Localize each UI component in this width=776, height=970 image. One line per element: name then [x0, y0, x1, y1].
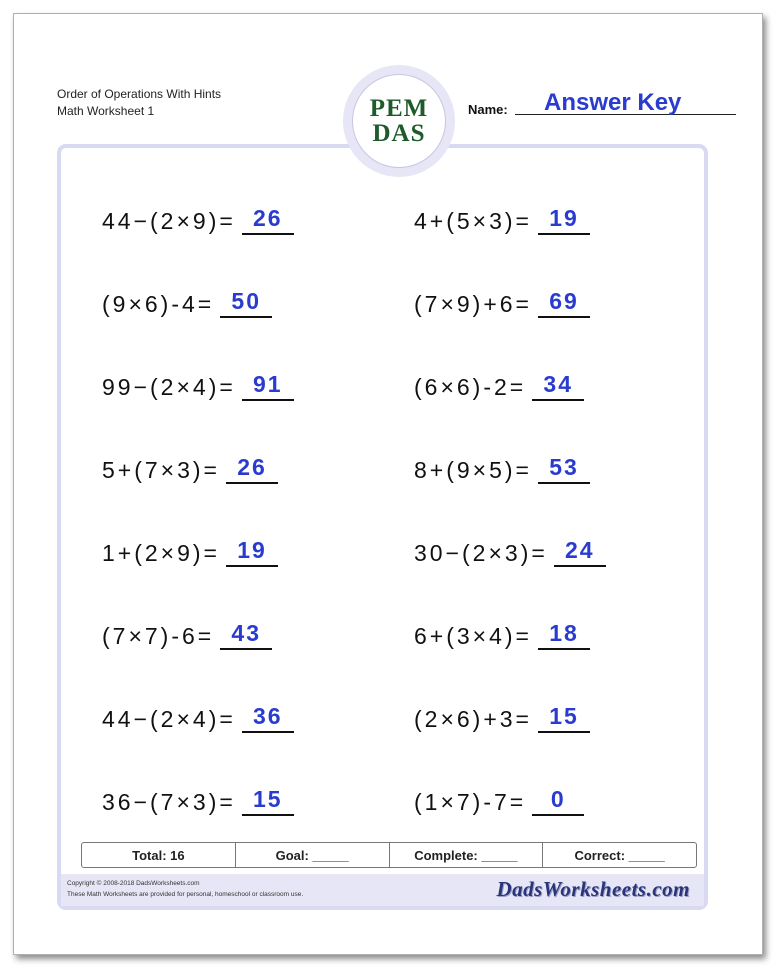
pemdas-badge: [343, 65, 455, 177]
problem-answer: 19: [226, 537, 278, 567]
problem-answer: 69: [538, 288, 590, 318]
problem-11: [102, 616, 272, 650]
problem-expression: 30−(2×3)=: [414, 540, 548, 566]
problem-6: [414, 367, 584, 401]
problem-answer: 0: [532, 786, 584, 816]
problem-answer: 91: [242, 371, 294, 401]
problem-answer: 15: [538, 703, 590, 733]
problem-expression: (9×6)-4=: [102, 291, 215, 317]
score-total: Total: 16: [82, 843, 236, 867]
problem-5: [102, 367, 294, 401]
problem-10: [414, 533, 606, 567]
problem-expression: 5+(7×3)=: [102, 457, 220, 483]
problem-answer: 36: [242, 703, 294, 733]
problem-answer: 24: [554, 537, 606, 567]
score-goal: Goal: _____: [236, 843, 390, 867]
problem-answer: 43: [220, 620, 272, 650]
name-value: Answer Key: [544, 89, 682, 116]
problem-answer: 53: [538, 454, 590, 484]
problem-3: [102, 284, 272, 318]
problem-expression: (1×7)-7=: [414, 789, 527, 815]
badge-line-1: PEM: [369, 95, 429, 122]
problem-answer: 15: [242, 786, 294, 816]
problem-expression: (6×6)-2=: [414, 374, 527, 400]
problem-expression: (2×6)+3=: [414, 706, 532, 732]
problem-2: [414, 201, 590, 235]
problem-expression: 8+(9×5)=: [414, 457, 532, 483]
problem-expression: (7×7)-6=: [102, 623, 215, 649]
problem-14: [414, 699, 590, 733]
dadsworksheets-logo: DadsWorksheets.com: [496, 877, 690, 901]
problem-answer: 19: [538, 205, 590, 235]
problem-expression: 4+(5×3)=: [414, 208, 532, 234]
title-line-2: Math Worksheet 1: [57, 104, 155, 118]
problem-16: [414, 782, 584, 816]
problem-15: [102, 782, 294, 816]
problem-answer: 50: [220, 288, 272, 318]
name-label: Name:: [468, 102, 508, 117]
badge-line-2: DAS: [372, 120, 426, 147]
problem-expression: 36−(7×3)=: [102, 789, 236, 815]
problem-4: [414, 284, 590, 318]
problem-9: [102, 533, 278, 567]
problem-expression: (7×9)+6=: [414, 291, 532, 317]
score-complete: Complete: _____: [390, 843, 544, 867]
problem-expression: 1+(2×9)=: [102, 540, 220, 566]
problem-answer: 26: [242, 205, 294, 235]
footer-text: [67, 878, 303, 900]
problem-8: [414, 450, 590, 484]
problem-expression: 99−(2×4)=: [102, 374, 236, 400]
problem-expression: 44−(2×4)=: [102, 706, 236, 732]
problem-answer: 18: [538, 620, 590, 650]
score-correct: Correct: _____: [574, 847, 665, 863]
problem-1: [102, 201, 294, 235]
worksheet-title: [57, 86, 221, 120]
worksheet-page: [13, 13, 763, 955]
problem-13: [102, 699, 294, 733]
problem-12: [414, 616, 590, 650]
problem-expression: 44−(2×9)=: [102, 208, 236, 234]
problem-expression: 6+(3×4)=: [414, 623, 532, 649]
problem-7: [102, 450, 278, 484]
usage-notice: These Math Worksheets are provided for personal, homeschool or classroom use.: [67, 891, 304, 898]
problem-answer: 34: [532, 371, 584, 401]
score-bar: [81, 842, 697, 868]
name-field: [468, 87, 736, 117]
problems-panel: [57, 144, 708, 910]
problem-answer: 26: [226, 454, 278, 484]
title-line-1: Order of Operations With Hints: [57, 87, 222, 101]
copyright-text: Copyright © 2008-2018 DadsWorksheets.com: [67, 880, 200, 887]
footer-band: [61, 874, 704, 906]
pemdas-badge-inner: [352, 74, 446, 168]
